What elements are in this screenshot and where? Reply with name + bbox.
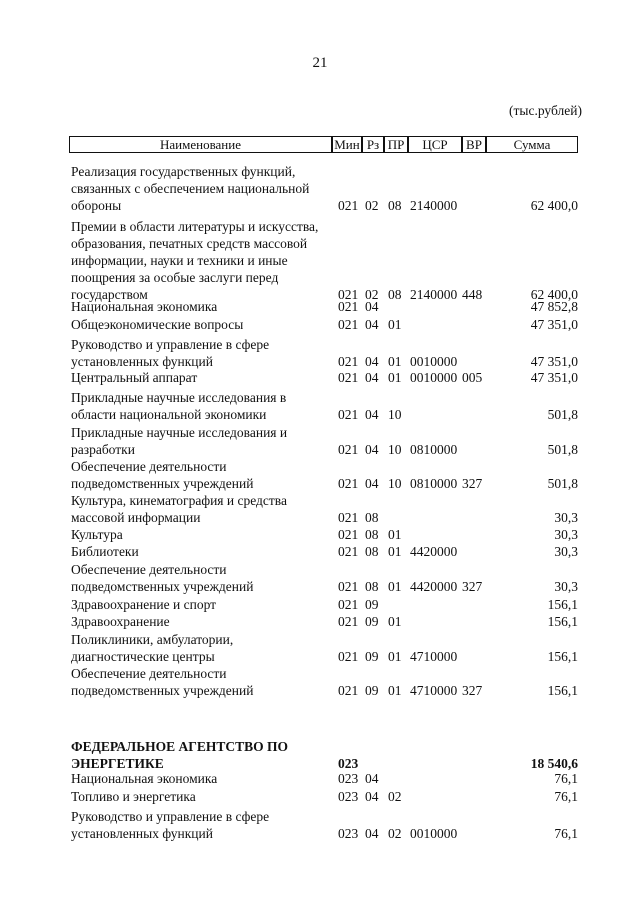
cell-sum: 76,1: [554, 789, 578, 804]
cell-min: 021: [338, 198, 359, 213]
cell-csr: 2140000: [410, 287, 458, 302]
cell-rz: 04: [365, 476, 379, 491]
cell-sum: 156,1: [547, 649, 578, 664]
cell-csr: 0010000: [410, 826, 458, 841]
cell-min: 021: [338, 354, 359, 369]
cell-pr: 01: [388, 354, 402, 369]
cell-pr: 10: [388, 442, 402, 457]
cell-min: 023: [338, 771, 359, 786]
cell-csr: 4710000: [410, 649, 458, 664]
cell-min: 021: [338, 317, 359, 332]
cell-rz: 04: [365, 442, 379, 457]
cell-rz: 09: [365, 683, 379, 698]
cell-name: Реализация государственных функций, связанных с обеспечением национальной обороны: [71, 164, 310, 213]
cell-min: 021: [338, 442, 359, 457]
cell-min: 021: [338, 510, 359, 525]
cell-pr: 10: [388, 476, 402, 491]
cell-name: Обеспечение деятельности подведомственных учреждений: [71, 459, 254, 491]
cell-rz: 02: [365, 198, 379, 213]
cell-min: 021: [338, 649, 359, 664]
cell-sum: 30,3: [554, 527, 578, 542]
cell-rz: 04: [365, 370, 379, 385]
cell-sum: 47 351,0: [530, 317, 578, 332]
cell-name: Здравоохранение и спорт: [71, 597, 217, 612]
cell-name: Центральный аппарат: [71, 370, 198, 385]
cell-min: 021: [338, 527, 359, 542]
header-pr: ПР: [384, 136, 408, 153]
cell-sum: 30,3: [554, 510, 578, 525]
cell-vr: 005: [462, 370, 483, 385]
cell-rz: 09: [365, 614, 379, 629]
cell-sum: 156,1: [547, 683, 578, 698]
cell-rz: 02: [365, 287, 379, 302]
cell-min: 021: [338, 544, 359, 559]
cell-pr: 01: [388, 579, 402, 594]
header-csr: ЦСР: [408, 136, 462, 153]
cell-name: Культура: [71, 527, 123, 542]
cell-csr: 4710000: [410, 683, 458, 698]
cell-csr: 0010000: [410, 354, 458, 369]
header-vr: ВР: [462, 136, 486, 153]
units-label: (тыс.рублей): [509, 103, 582, 118]
cell-pr: 08: [388, 287, 402, 302]
cell-name: Национальная экономика: [71, 299, 218, 314]
cell-name: Общеэкономические вопросы: [71, 317, 244, 332]
cell-name: Руководство и управление в сфере установленных функций: [71, 337, 270, 369]
cell-sum: 156,1: [547, 597, 578, 612]
cell-rz: 08: [365, 510, 379, 525]
cell-pr: 01: [388, 649, 402, 664]
cell-sum: 62 400,0: [530, 198, 578, 213]
cell-name: Поликлиники, амбулатории, диагностические центры: [71, 632, 234, 664]
cell-rz: 09: [365, 649, 379, 664]
cell-name: Здравоохранение: [71, 614, 170, 629]
cell-name: Премии в области литературы и искусства, образования, печатных средств массовой информации, науки и техники и иные поощрения за особые заслуги перед государством: [71, 219, 319, 302]
cell-min: 021: [338, 683, 359, 698]
cell-pr: 01: [388, 683, 402, 698]
cell-sum: 501,8: [547, 476, 578, 491]
cell-rz: 04: [365, 354, 379, 369]
cell-name: Библиотеки: [71, 544, 139, 559]
cell-name: Топливо и энергетика: [71, 789, 196, 804]
cell-min: 021: [338, 614, 359, 629]
cell-rz: 08: [365, 544, 379, 559]
cell-min: 023: [338, 826, 359, 841]
cell-min: 023: [338, 756, 359, 771]
cell-rz: 04: [365, 299, 379, 314]
cell-sum: 18 540,6: [530, 756, 578, 771]
cell-rz: 04: [365, 317, 379, 332]
cell-rz: 04: [365, 771, 379, 786]
cell-rz: 08: [365, 527, 379, 542]
header-sum: Сумма: [486, 136, 578, 153]
cell-sum: 501,8: [547, 407, 578, 422]
cell-name: Руководство и управление в сфере установленных функций: [71, 809, 270, 841]
cell-csr: 4420000: [410, 579, 458, 594]
cell-name: ФЕДЕРАЛЬНОЕ АГЕНТСТВО ПО ЭНЕРГЕТИКЕ: [71, 739, 289, 771]
cell-min: 021: [338, 370, 359, 385]
cell-min: 021: [338, 407, 359, 422]
cell-vr: 327: [462, 476, 483, 491]
cell-csr: 0810000: [410, 476, 458, 491]
cell-name: Национальная экономика: [71, 771, 218, 786]
cell-csr: 0010000: [410, 370, 458, 385]
header-min: Мин: [332, 136, 362, 153]
cell-pr: 01: [388, 614, 402, 629]
cell-pr: 10: [388, 407, 402, 422]
cell-pr: 01: [388, 544, 402, 559]
cell-min: 021: [338, 597, 359, 612]
cell-pr: 08: [388, 198, 402, 213]
cell-min: 021: [338, 579, 359, 594]
cell-sum: 47 351,0: [530, 370, 578, 385]
cell-sum: 47 852,8: [530, 299, 578, 314]
cell-sum: 47 351,0: [530, 354, 578, 369]
header-rz: Рз: [362, 136, 384, 153]
cell-sum: 501,8: [547, 442, 578, 457]
cell-csr: 4420000: [410, 544, 458, 559]
cell-name: Прикладные научные исследования и разработки: [71, 425, 288, 457]
cell-sum: 156,1: [547, 614, 578, 629]
cell-rz: 09: [365, 597, 379, 612]
cell-csr: 0810000: [410, 442, 458, 457]
cell-name: Обеспечение деятельности подведомственных учреждений: [71, 562, 254, 594]
cell-vr: 448: [462, 287, 483, 302]
cell-name: Прикладные научные исследования в области национальной экономики: [71, 390, 287, 422]
cell-rz: 04: [365, 789, 379, 804]
cell-min: 023: [338, 789, 359, 804]
cell-min: 021: [338, 476, 359, 491]
cell-sum: 76,1: [554, 826, 578, 841]
cell-pr: 01: [388, 317, 402, 332]
page-number: 21: [312, 55, 328, 71]
cell-sum: 30,3: [554, 579, 578, 594]
cell-name: Обеспечение деятельности подведомственных учреждений: [71, 666, 254, 698]
header-name: Наименование: [69, 136, 332, 153]
cell-rz: 08: [365, 579, 379, 594]
cell-pr: 02: [388, 826, 402, 841]
cell-name: Культура, кинематография и средства массовой информации: [71, 493, 287, 525]
cell-sum: 30,3: [554, 544, 578, 559]
cell-vr: 327: [462, 579, 483, 594]
cell-vr: 327: [462, 683, 483, 698]
cell-pr: 02: [388, 789, 402, 804]
cell-min: 021: [338, 287, 359, 302]
cell-rz: 04: [365, 407, 379, 422]
cell-min: 021: [338, 299, 359, 314]
cell-sum: 62 400,0: [530, 287, 578, 302]
cell-pr: 01: [388, 370, 402, 385]
cell-pr: 01: [388, 527, 402, 542]
cell-sum: 76,1: [554, 771, 578, 786]
cell-csr: 2140000: [410, 198, 458, 213]
cell-rz: 04: [365, 826, 379, 841]
